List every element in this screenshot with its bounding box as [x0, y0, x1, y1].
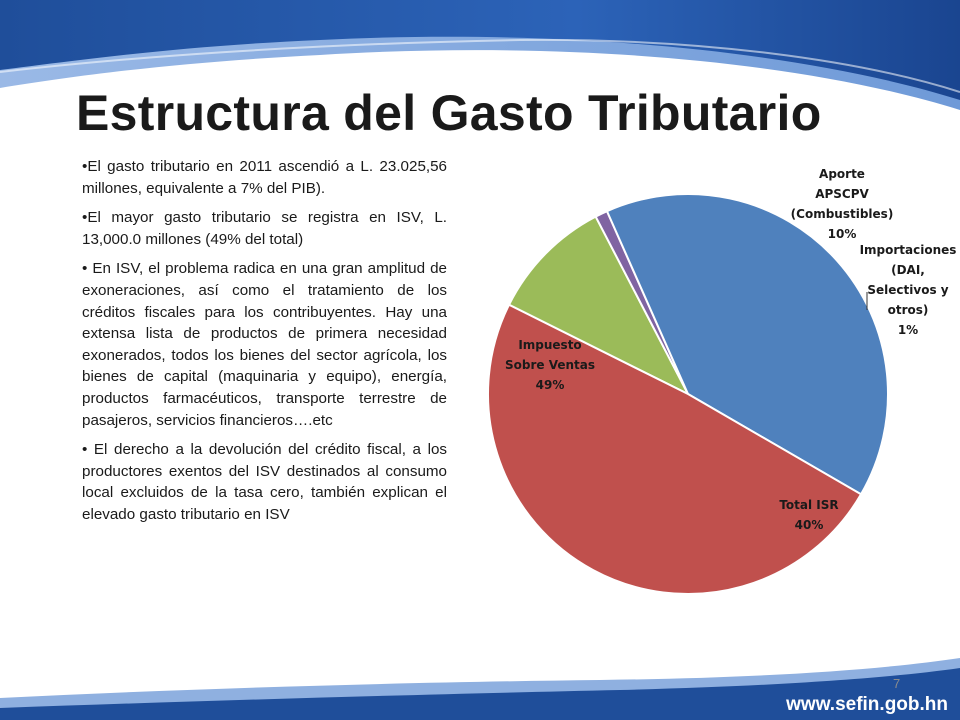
bullet-item: •El mayor gasto tributario se registra en ISV, L. 13,000.0 millones (49% del total)	[82, 209, 447, 248]
website-url[interactable]: www.sefin.gob.hn	[786, 694, 948, 715]
pie-label-3: Total ISR 40%	[779, 498, 839, 532]
page-number: 7	[893, 676, 901, 691]
pie-label-1: Aporte APSCPV (Combustibles) 10%	[790, 167, 894, 241]
pie-label-4: Impuesto Sobre Ventas 49%	[505, 338, 595, 392]
pie-chart	[470, 150, 960, 610]
slide-title: Estructura del Gasto Tributario	[76, 85, 822, 141]
bullet-list	[82, 156, 447, 534]
bullet-item: • En ISV, el problema radica en una gran amplitud de exoneraciones, así como el tratamiento de los créditos fiscales para los contribuyentes. Hay una extensa lista de productos de primera necesidad exonerados, todos los bienes del sector agrícola, los bienes de capital (maquinaria y equipo), energía, productos farmacéuticos, transporte terrestre de pasajeros, servicios financieros….etc	[82, 260, 447, 429]
bullet-item: • El derecho a la devolución del crédito fiscal, a los productores exentos del ISV destinados al consumo local excluidos de la tasa cero, también explican el elevado gasto tributario en ISV	[82, 441, 447, 523]
pie-label-2: Importaciones (DAI, Selectivos y otros) 1%	[859, 243, 957, 337]
bullet-item: •El gasto tributario en 2011 ascendió a L. 23.025,56 millones, equivalente a 7% del PIB).	[82, 158, 447, 197]
